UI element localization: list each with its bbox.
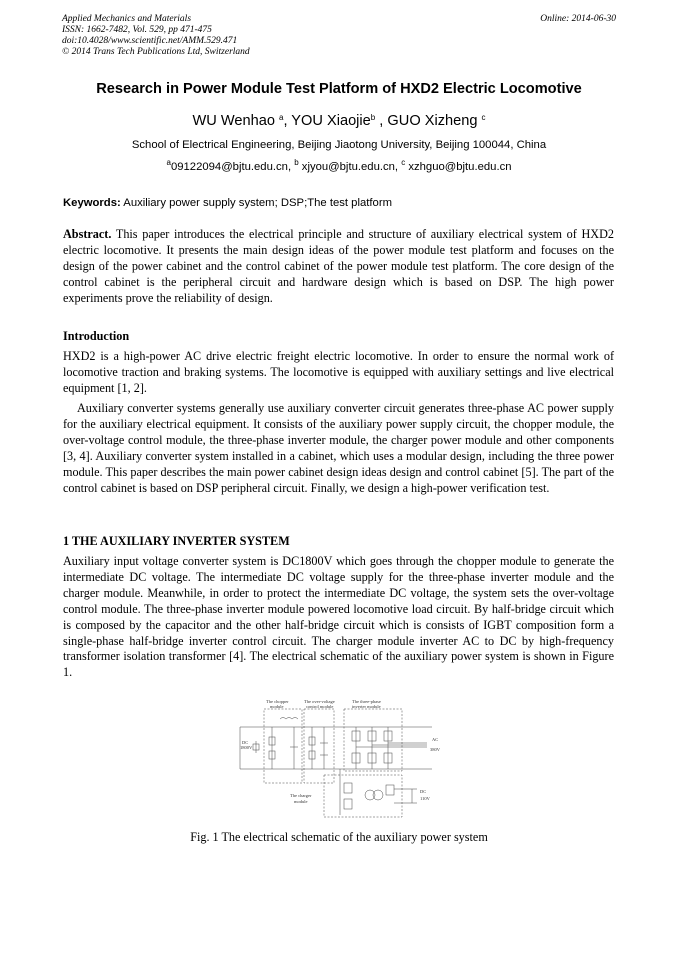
author-mark: a: [278, 113, 284, 122]
email-mark: a: [166, 158, 171, 167]
label-ac-output-line2: 380V: [430, 747, 440, 752]
email-address[interactable]: xjyou@bjtu.edu.cn,: [298, 161, 402, 173]
chopper-inductor: [280, 718, 298, 720]
label-chopper-line2: module: [270, 704, 284, 709]
author-mark: b: [370, 113, 376, 122]
charger-module-box: [324, 775, 402, 817]
author-separator: ,: [375, 113, 388, 129]
affiliation: School of Electrical Engineering, Beijing Jiaotong University, Beijing 100044, China: [131, 139, 547, 151]
author-name: YOU Xiaojie: [291, 113, 371, 129]
email-address[interactable]: xzhguo@bjtu.edu.cn: [405, 161, 512, 173]
charger-transformer-secondary: [373, 790, 383, 800]
label-ac-output-line1: AC: [432, 737, 439, 742]
section-heading-auxiliary-inverter: 1 THE AUXILIARY INVERTER SYSTEM: [63, 534, 290, 548]
journal-doi[interactable]: doi:10.4028/www.scientific.net/AMM.529.471: [62, 36, 238, 46]
email-address[interactable]: 09122094@bjtu.edu.cn,: [170, 161, 295, 173]
abstract-paragraph: [63, 227, 614, 307]
label-charger-line1: The charger: [290, 793, 312, 798]
journal-name: Applied Mechanics and Materials: [62, 14, 192, 24]
email-mark: b: [294, 158, 299, 167]
section-heading-introduction: Introduction: [63, 329, 130, 343]
label-overvoltage-line2: control module: [306, 704, 334, 709]
intro-paragraph-1: HXD2 is a high-power AC drive electric freight electric locomotive. In order to ensure the normal work of locomotive traction and braking systems. The locomotive is equipped with auxiliary settings and live electrical equipment [1, 2].: [63, 349, 614, 395]
charger-igbt-1: [344, 783, 352, 793]
overvoltage-module-box: [304, 709, 334, 783]
electrical-schematic-figure: [232, 697, 448, 821]
email-mark: c: [401, 158, 406, 167]
paper-title: Research in Power Module Test Platform of HXD2 Electric Locomotive: [96, 81, 582, 97]
label-dc-input-line2: 1800V: [240, 745, 253, 750]
inverter-module-box: [344, 709, 402, 771]
author-name: GUO Xizheng: [387, 113, 482, 129]
label-dc-output-line1: DC: [420, 789, 427, 794]
journal-copyright: © 2014 Trans Tech Publications Ltd, Switzerland: [62, 47, 250, 57]
label-dc-input-line1: DC: [242, 740, 249, 745]
label-dc-output-line2: 110V: [420, 796, 430, 801]
abstract-text: This paper introduces the electrical principle and structure of auxiliary electrical system of HXD2 electric locomotive. It presents the main design ideas of the power module test platform and focuses on the design of the power cabinet and the control cabinet of the power module test platform. The core design of the control cabinet is the peripheral circuit and hardware design which is based on DSP. The high power experiments prove the reliability of design.: [63, 227, 614, 305]
author-mark: c: [481, 113, 486, 122]
chopper-module-box: [264, 709, 302, 783]
journal-issn: ISSN: 1662-7482, Vol. 529, pp 471-475: [62, 25, 212, 35]
label-chopper-line1: The chopper: [266, 699, 289, 704]
figure-caption: Fig. 1 The electrical schematic of the auxiliary power system: [190, 830, 488, 844]
author-separator: ,: [283, 113, 292, 129]
abstract-label: Abstract.: [63, 227, 112, 241]
charger-rectifier: [386, 785, 394, 795]
journal-header: [62, 14, 250, 58]
charger-igbt-2: [344, 799, 352, 809]
intro-paragraph-2: Auxiliary converter systems generally use auxiliary converter circuit generates three-phase AC power supply for the auxiliary electrical equipment. It consists of the auxiliary power supply circuit, the chopper module, the over-voltage control module, the three-phase inverter module, the charger power module and other components [3, 4]. Auxiliary converter system installed in a cabinet, which uses a modular design, including the three power module. This paper describes the main power cabinet design ideas design and control cabinet [5]. The part of the control cabinet is based on DSP peripheral circuit. Finally, we design a high-power verification test.: [63, 401, 614, 495]
label-charger-line2: module: [294, 799, 308, 804]
email-list: [40, 158, 638, 173]
keywords-label: Keywords:: [63, 197, 121, 209]
label-overvoltage-line1: The over-voltage: [304, 699, 335, 704]
keywords-text: Auxiliary power supply system; DSP;The test platform: [120, 197, 392, 209]
online-date: Online: 2014-06-30: [540, 14, 616, 24]
author-list: [40, 113, 638, 129]
author-name: WU Wenhao: [192, 113, 279, 129]
section1-paragraph-1: Auxiliary input voltage converter system is DC1800V which goes through the chopper module to generate the intermediate DC voltage. The intermediate DC voltage supply for the three-phase inverter module and the charger module. Meanwhile, in order to protect the intermediate DC voltage, the system sets the over-voltage control module. The three-phase inverter module powered locomotive load circuit. By half-bridge circuit which is composed by the capacitor and the other half-bridge circuit which is consists of IGBT composition form a single-phase half-bridge inverter control circuit. The charger module inverter AC to DC by high-frequency transformer isolation transformer [4]. The electrical schematic of the auxiliary power system is shown in Figure 1.: [63, 554, 614, 680]
label-inverter-line2: inverter module: [352, 704, 381, 709]
keywords: [63, 197, 392, 209]
charger-transformer-primary: [365, 790, 375, 800]
label-inverter-line1: The three-phase: [352, 699, 381, 704]
